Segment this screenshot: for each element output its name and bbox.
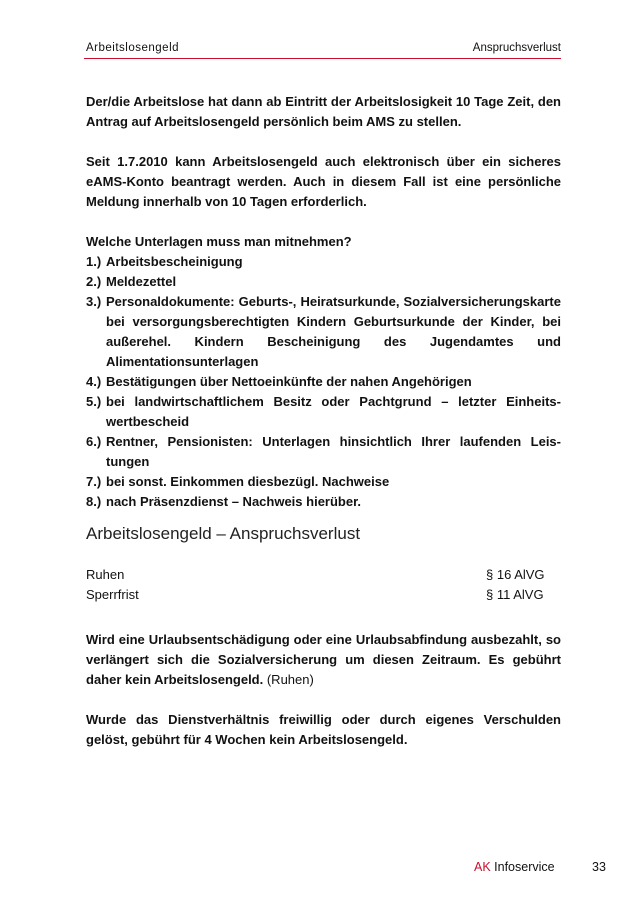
list-item: 7.) bei sonst. Einkommen diesbezügl. Nachweise	[86, 474, 390, 489]
intro-paragraph-2: Seit 1.7.2010 kann Arbeitslosengeld auch elektronisch über ein sicheres eAMS-Konto beantragt werden. Auch in diesem Fall ist eine persönliche Meldung innerhalb von 10 Tagen erforderlich.	[86, 154, 561, 209]
brand-infoservice: Infoservice	[490, 860, 555, 874]
documents-list	[86, 252, 561, 512]
reference-label: Sperrfrist	[86, 587, 139, 602]
legal-references	[86, 565, 561, 605]
list-item: 3.) Personaldokumente: Geburts-, Heiratsurkunde, Sozialversicherungskarte bei versorgungsberechtigten Kindern Geburtsurkunde der Kinder, bei außerehel. Kindern Bescheinigung des Jugendamtes und Alimentationsunterlagen	[86, 294, 561, 369]
intro-section	[86, 92, 561, 512]
section-paragraph-2: Wurde das Dienstverhältnis freiwillig oder durch eigenes Verschulden gelöst, gebührt für 4 Wochen kein Arbeitslosengeld.	[86, 712, 561, 747]
intro-paragraph-1: Der/die Arbeitslose hat dann ab Eintritt der Arbeitslosigkeit 10 Tage Zeit, den Antrag auf Arbeitslosengeld persönlich beim AMS zu stellen.	[86, 94, 561, 129]
section-body	[86, 630, 561, 750]
footer-brand	[474, 860, 555, 874]
header-divider	[84, 58, 561, 59]
list-item: 5.) bei landwirtschaftlichem Besitz oder Pachtgrund – letzter Einheitswertbescheid	[86, 394, 561, 429]
list-item: 8.) nach Präsenzdienst – Nachweis hierüber.	[86, 494, 362, 509]
reference-paragraph: § 11 AlVG	[486, 587, 544, 602]
page-header	[86, 42, 561, 56]
header-left-title: Arbeitslosengeld	[86, 42, 180, 54]
list-item: 1.) Arbeitsbescheinigung	[86, 254, 243, 269]
section-heading: Arbeitslosengeld – Anspruchsverlust	[86, 524, 361, 543]
reference-label: Ruhen	[86, 567, 125, 582]
list-item: 4.) Bestätigungen über Nettoeinkünfte der nahen Angehörigen	[86, 374, 472, 389]
reference-row	[86, 565, 561, 585]
header-right-title: Anspruchsverlust	[472, 42, 561, 54]
list-item: 6.) Rentner, Pensionisten: Unterlagen hinsichtlich Ihrer laufenden Leistungen	[86, 434, 561, 469]
page-number: 33	[592, 860, 606, 874]
reference-paragraph: § 16 AlVG	[486, 567, 545, 582]
documents-question: Welche Unterlagen muss man mitnehmen?	[86, 234, 352, 249]
section-paragraph-1: Wird eine Urlaubsentschädigung oder eine Urlaubsabfindung ausbezahlt, so verlängert sich die Sozialversicherung um diesen Zeitraum. Es gebührt daher kein Arbeitslosengeld. (Ruhen)	[86, 632, 561, 687]
reference-row	[86, 585, 561, 605]
brand-ak: AK	[474, 860, 491, 874]
list-item: 2.) Meldezettel	[86, 274, 177, 289]
